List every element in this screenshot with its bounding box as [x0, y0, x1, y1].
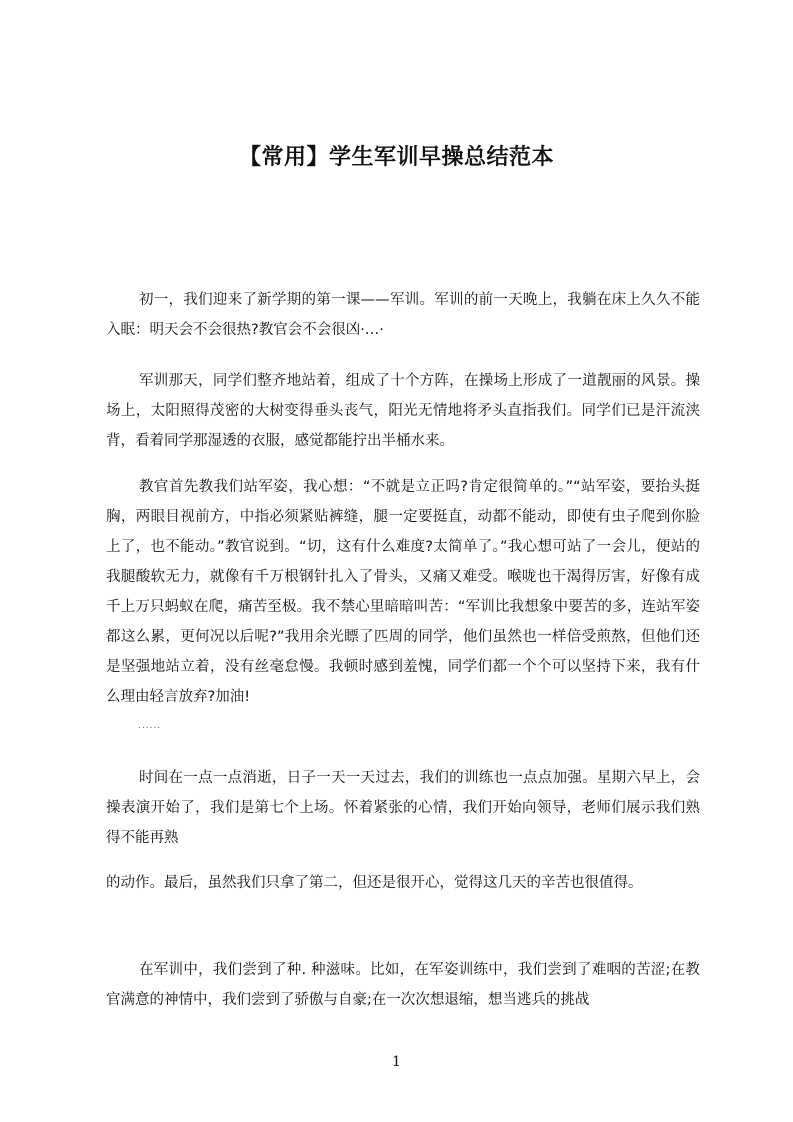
paragraph-2: 军训那天，同学们整齐地站着，组成了十个方阵，在操场上形成了一道靓丽的风景。操场上，太阳照得茂密的大树变得垂头丧气，阳光无情地将矛头直指我们。同学们已是汗流浃背，看着同学那湿透的衣服，感觉都能拧出半桶水来。 — [106, 373, 700, 449]
section-separator: ...... — [138, 721, 162, 731]
paragraph-3: 教官首先教我们站军姿，我心想：“不就是立正吗?肯定很简单的。”“站军姿，要抬头挺胸，两眼目视前方，中指必须紧贴裤缝，腿一定要挺直，动都不能动，即使有虫子爬到你脸上了，也不能动。”教官说到。“切，这有什么难度?太简单了。”我心想可站了一会儿，便站的我腿酸软无力，就像有千万根钢针扎入了骨头，又痛又难受。喉咙也干渴得厉害，好像有成千上万只蚂蚁在爬，痛苦至极。我不禁心里暗暗叫苦：“军训比我想象中要苦的多，连站军姿都这么累，更何况以后呢?”我用余光瞟了匹周的同学，他们虽然也一样倍受煎熬，但他们还是坚强地站立着，没有丝毫怠慢。我顿时感到羞愧，同学们都一个个可以坚持下来，我有什么理由轻言放弃?加油! — [106, 479, 700, 705]
page-number: 1 — [392, 1054, 401, 1070]
paragraph-1: 初一，我们迎来了新学期的第一课——军训。军训的前一天晚上，我躺在床上久久不能入眠：明天会不会很热?教官会不会很凶·…· — [106, 292, 700, 338]
document-title: 【常用】学生军训早操总结范本 — [238, 145, 554, 170]
paragraph-4: 时间在一点一点消逝，日子一天一天过去，我们的训练也一点点加强。星期六早上，会操表演开始了，我们是第七个上场。怀着紧张的心情，我们开始向领导，老师们展示我们熟得不能再熟 — [106, 770, 700, 846]
paragraph-5: 的动作。最后，虽然我们只拿了第二，但还是很开心，觉得这几天的辛苦也很值得。 — [106, 875, 643, 891]
paragraph-6: 在军训中，我们尝到了种. 种滋味。比如，在军姿训练中，我们尝到了难咽的苦涩;在教官满意的神情中，我们尝到了骄傲与自豪;在一次次想退缩，想当逃兵的挑战 — [106, 962, 700, 1008]
